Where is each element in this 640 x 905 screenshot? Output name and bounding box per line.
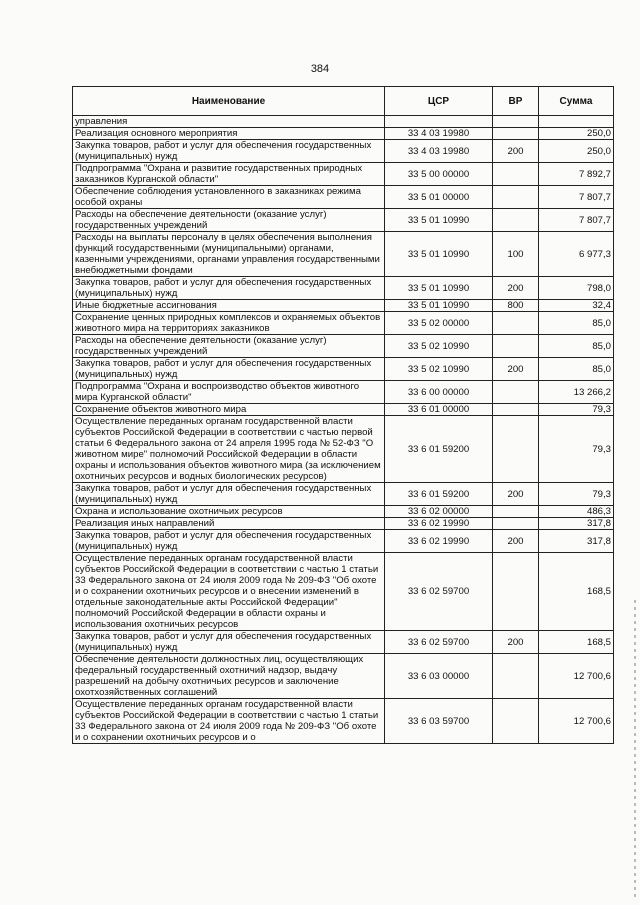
row-sum: 85,0 (539, 312, 614, 335)
row-sum (539, 116, 614, 128)
row-name: Закупка товаров, работ и услуг для обеспечения государственных (муниципальных) нужд (73, 358, 385, 381)
row-vr (493, 312, 539, 335)
row-csr: 33 5 01 10990 (385, 300, 493, 312)
table-row (73, 381, 614, 404)
row-csr: 33 5 00 00000 (385, 163, 493, 186)
row-sum: 12 700,6 (539, 699, 614, 744)
row-sum: 7 807,7 (539, 186, 614, 209)
row-vr (493, 518, 539, 530)
table-header-row (73, 87, 614, 116)
table-row (73, 358, 614, 381)
table-row (73, 163, 614, 186)
row-name: Обеспечение соблюдения установленного в заказниках режима особой охраны (73, 186, 385, 209)
row-csr: 33 6 03 00000 (385, 654, 493, 699)
row-name: Обеспечение деятельности должностных лиц, осуществляющих федеральный государственный охотничий надзор, выдачу разрешений на добычу охотничьих ресурсов и заключение охотхозяйственных соглашений (73, 654, 385, 699)
row-vr: 200 (493, 277, 539, 300)
row-sum: 486,3 (539, 506, 614, 518)
row-name: Осуществление переданных органам государственной власти субъектов Российской Федерации в соответствии с частью первой статьи 6 Федерального закона от 24 апреля 1995 года № 52-ФЗ "О животном мире" полномочий Российской Федерации в области охраны и использования объектов животного мира (за исключением охотничьих ресурсов и водных биологических ресурсов) (73, 416, 385, 483)
table-row (73, 631, 614, 654)
row-vr (493, 128, 539, 140)
row-csr (385, 116, 493, 128)
row-csr: 33 5 01 00000 (385, 186, 493, 209)
row-csr: 33 5 02 10990 (385, 358, 493, 381)
row-name: Реализация иных направлений (73, 518, 385, 530)
row-vr (493, 416, 539, 483)
table-row (73, 530, 614, 553)
row-vr (493, 335, 539, 358)
row-csr: 33 6 02 00000 (385, 506, 493, 518)
row-vr (493, 186, 539, 209)
row-csr: 33 6 02 19990 (385, 530, 493, 553)
table-row (73, 277, 614, 300)
table-row (73, 699, 614, 744)
row-csr: 33 5 01 10990 (385, 209, 493, 232)
header-vr: ВР (493, 87, 539, 116)
row-csr: 33 5 01 10990 (385, 232, 493, 277)
row-vr: 200 (493, 140, 539, 163)
row-vr: 200 (493, 483, 539, 506)
row-sum: 85,0 (539, 335, 614, 358)
row-csr: 33 6 01 59200 (385, 416, 493, 483)
row-csr: 33 4 03 19980 (385, 140, 493, 163)
table-row (73, 553, 614, 631)
row-sum: 168,5 (539, 631, 614, 654)
table-row (73, 232, 614, 277)
row-sum: 79,3 (539, 416, 614, 483)
row-csr: 33 6 01 00000 (385, 404, 493, 416)
row-vr (493, 381, 539, 404)
row-sum: 317,8 (539, 518, 614, 530)
row-name: Закупка товаров, работ и услуг для обеспечения государственных (муниципальных) нужд (73, 140, 385, 163)
row-name: управления (73, 116, 385, 128)
row-name: Иные бюджетные ассигнования (73, 300, 385, 312)
row-sum: 32,4 (539, 300, 614, 312)
row-name: Расходы на обеспечение деятельности (оказание услуг) государственных учреждений (73, 209, 385, 232)
row-vr (493, 654, 539, 699)
row-sum: 6 977,3 (539, 232, 614, 277)
row-name: Расходы на обеспечение деятельности (оказание услуг) государственных учреждений (73, 335, 385, 358)
row-sum: 250,0 (539, 140, 614, 163)
row-name: Реализация основного мероприятия (73, 128, 385, 140)
header-csr: ЦСР (385, 87, 493, 116)
table-row (73, 518, 614, 530)
row-name: Осуществление переданных органам государственной власти субъектов Российской Федерации в соответствии с частью 1 статьи 33 Федерального закона от 24 июля 2009 года № 209-ФЗ "Об охоте и о сохранении охотничьих ресурсов и о (73, 699, 385, 744)
row-name: Закупка товаров, работ и услуг для обеспечения государственных (муниципальных) нужд (73, 483, 385, 506)
row-vr (493, 116, 539, 128)
row-name: Расходы на выплаты персоналу в целях обеспечения выполнения функций государственными (муниципальными) органами, казенными учреждениями, органами управления государственными внебюджетными фондами (73, 232, 385, 277)
row-vr (493, 506, 539, 518)
table-row (73, 186, 614, 209)
row-name: Охрана и использование охотничьих ресурсов (73, 506, 385, 518)
row-sum: 168,5 (539, 553, 614, 631)
row-name: Закупка товаров, работ и услуг для обеспечения государственных (муниципальных) нужд (73, 277, 385, 300)
budget-table (72, 86, 614, 744)
table-row (73, 312, 614, 335)
row-csr: 33 6 01 59200 (385, 483, 493, 506)
row-csr: 33 5 01 10990 (385, 277, 493, 300)
row-name: Сохранение объектов животного мира (73, 404, 385, 416)
row-sum: 13 266,2 (539, 381, 614, 404)
row-sum: 12 700,6 (539, 654, 614, 699)
table-row (73, 416, 614, 483)
row-csr: 33 6 02 59700 (385, 631, 493, 654)
row-vr: 100 (493, 232, 539, 277)
row-csr: 33 5 02 00000 (385, 312, 493, 335)
header-name: Наименование (73, 87, 385, 116)
table-row (73, 300, 614, 312)
row-csr: 33 6 02 59700 (385, 553, 493, 631)
row-vr (493, 404, 539, 416)
row-name: Подпрограмма "Охрана и воспроизводство объектов животного мира Курганской области" (73, 381, 385, 404)
table-row (73, 116, 614, 128)
header-sum: Сумма (539, 87, 614, 116)
row-vr: 200 (493, 631, 539, 654)
scan-artifact (634, 600, 636, 900)
table-row (73, 483, 614, 506)
row-csr: 33 6 02 19990 (385, 518, 493, 530)
table-row (73, 506, 614, 518)
row-vr (493, 209, 539, 232)
row-sum: 85,0 (539, 358, 614, 381)
row-vr (493, 699, 539, 744)
row-name: Закупка товаров, работ и услуг для обеспечения государственных (муниципальных) нужд (73, 530, 385, 553)
row-vr: 800 (493, 300, 539, 312)
row-csr: 33 4 03 19980 (385, 128, 493, 140)
row-vr: 200 (493, 358, 539, 381)
row-sum: 250,0 (539, 128, 614, 140)
row-sum: 7 807,7 (539, 209, 614, 232)
row-name: Подпрограмма "Охрана и развитие государственных природных заказников Курганской области" (73, 163, 385, 186)
page-number: 384 (310, 63, 330, 75)
table-row (73, 654, 614, 699)
table-row (73, 128, 614, 140)
row-csr: 33 6 00 00000 (385, 381, 493, 404)
row-name: Осуществление переданных органам государственной власти субъектов Российской Федерации в соответствии с частью 1 статьи 33 Федерального закона от 24 июля 2009 года № 209-ФЗ "Об охоте и о сохранении охотничьих ресурсов и о внесении изменений в отдельные законодательные акты Российской Федерации" полномочий Российской Федерации в области охраны и использования охотничьих ресурсов (73, 553, 385, 631)
row-vr (493, 553, 539, 631)
row-sum: 317,8 (539, 530, 614, 553)
table-row (73, 140, 614, 163)
row-csr: 33 6 03 59700 (385, 699, 493, 744)
row-sum: 7 892,7 (539, 163, 614, 186)
table-row (73, 335, 614, 358)
table-row (73, 209, 614, 232)
row-name: Сохранение ценных природных комплексов и охраняемых объектов животного мира на территориях заказников (73, 312, 385, 335)
row-sum: 79,3 (539, 404, 614, 416)
row-name: Закупка товаров, работ и услуг для обеспечения государственных (муниципальных) нужд (73, 631, 385, 654)
row-vr: 200 (493, 530, 539, 553)
table-row (73, 404, 614, 416)
row-sum: 798,0 (539, 277, 614, 300)
row-sum: 79,3 (539, 483, 614, 506)
row-csr: 33 5 02 10990 (385, 335, 493, 358)
row-vr (493, 163, 539, 186)
